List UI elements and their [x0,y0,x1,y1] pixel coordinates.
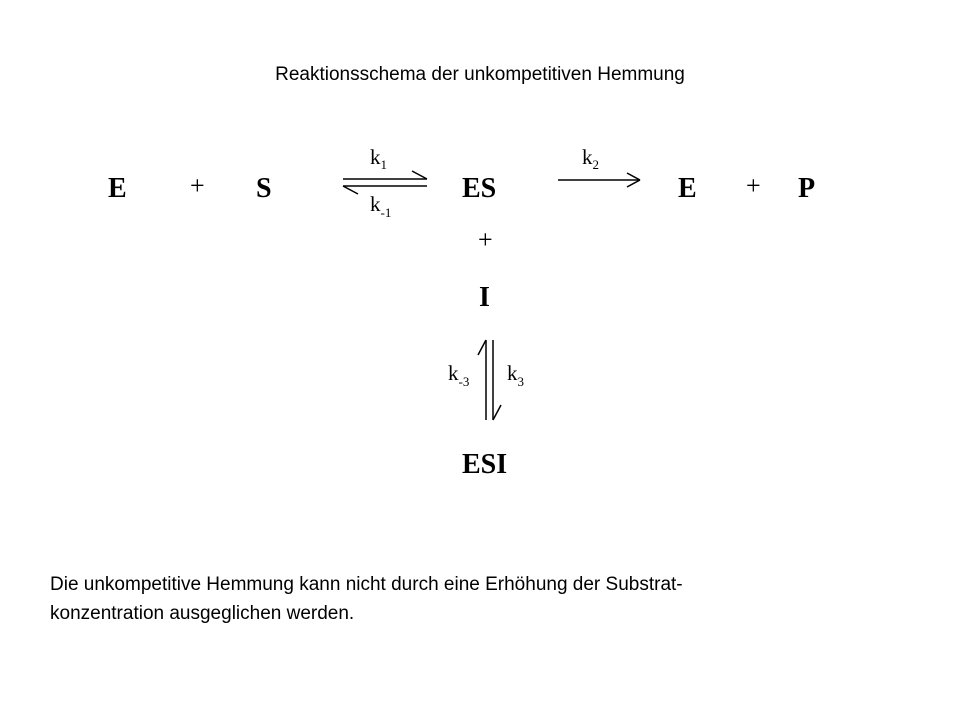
species-enzyme-substrate-complex: ES [462,173,497,204]
species-inhibitor: I [479,282,490,313]
species-enzyme: E [108,173,127,204]
species-substrate: S [256,173,272,204]
rate-constant-k-minus-3: $k_{-3}$ [448,361,470,389]
caption-line-1: Die unkompetitive Hemmung kann nicht durch eine Erhöhung der Substrat- [50,574,683,595]
plus-sign-2: + [746,171,761,200]
explanation-text [50,570,890,628]
rate-constant-k3: $k_3$ [507,361,524,389]
upward-half-arrow-k-minus-3 [478,340,486,420]
reverse-half-arrow-k-minus-1 [343,186,427,194]
downward-half-arrow-k3 [493,340,501,420]
rate-constant-k2: $k_2$ [582,145,599,172]
caption-line-2: konzentration ausgeglichen werden. [50,603,355,624]
species-product: P [798,173,816,204]
plus-sign-3: + [478,225,493,254]
product-arrow-k2 [558,173,640,187]
rate-constant-k1: $k_1$ [370,145,387,172]
species-enzyme-substrate-inhibitor-complex: ESI [462,449,508,480]
species-enzyme-product-side: E [678,173,697,204]
plus-sign-1: + [190,171,205,200]
forward-half-arrow-k1 [343,171,427,179]
page-title: Reaktionsschema der unkompetitiven Hemmung [275,64,685,85]
rate-constant-k-minus-1: $k_{-1}$ [370,192,392,220]
